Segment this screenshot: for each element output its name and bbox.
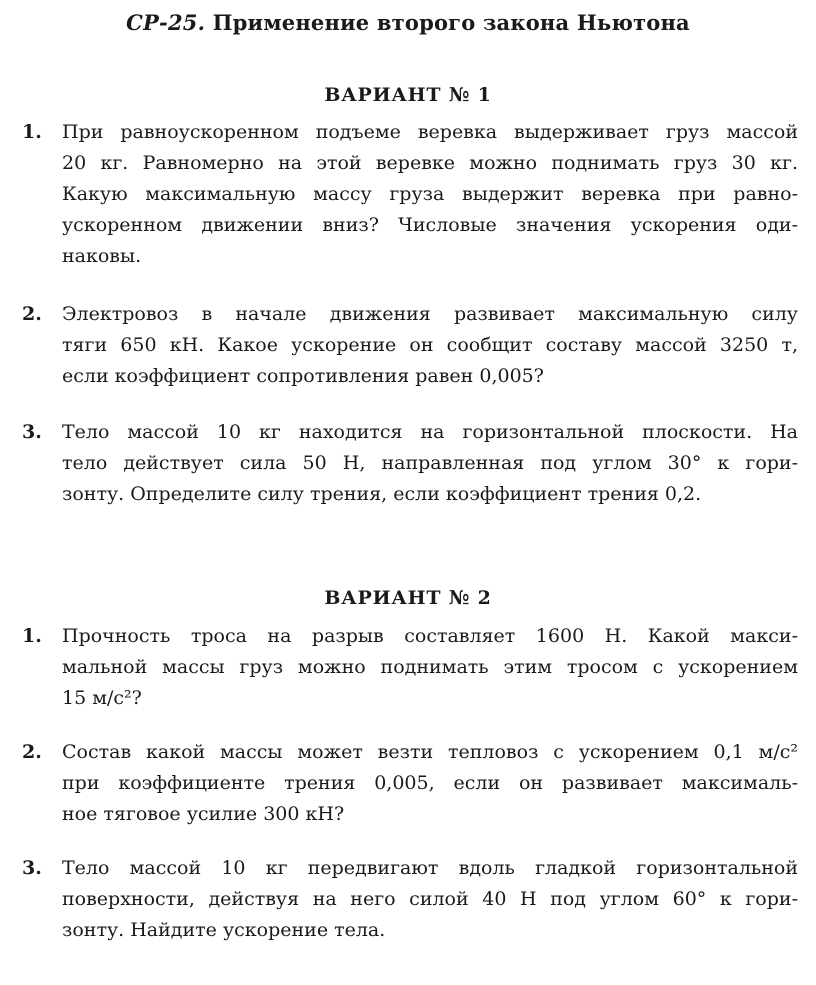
problem-line: поверхности, действуя на него силой 40 Н под углом 60° к гори- [62,888,798,910]
problem-line: зонту. Определите силу трения, если коэффициент трения 0,2. [62,483,702,505]
problem-line: если коэффициент сопротивления равен 0,005? [62,365,544,387]
problem-line: при коэффициенте трения 0,005, если он развивает максималь- [62,772,798,794]
problem-line: ное тяговое усилие 300 кН? [62,803,345,825]
problem-text [62,621,798,714]
problem-number: 2. [22,741,42,763]
variant-1-problem-2 [22,299,798,392]
problem-line: мальной массы груз можно поднимать этим тросом с ускорением [62,656,798,678]
problem-text [62,299,798,392]
problem-line: ускоренном движении вниз? Числовые значения ускорения оди- [62,214,798,236]
problem-line: зонту. Найдите ускорение тела. [62,919,386,941]
problem-number: 1. [22,121,42,143]
problem-line: Электровоз в начале движения развивает максимальную силу [62,303,798,325]
page-title [0,10,816,35]
worksheet-title: Применение второго закона Ньютона [212,10,690,35]
problem-line: Состав какой массы может везти тепловоз с ускорением 0,1 м/с² [62,741,798,763]
problem-line: наковы. [62,245,142,267]
variant-2-problem-3 [22,853,798,946]
variant-1-problem-1 [22,117,798,272]
worksheet-code: СР-25. [126,10,206,35]
problem-line: 20 кг. Равномерно на этой веревке можно поднимать груз 30 кг. [62,152,798,174]
problem-number: 3. [22,421,42,443]
problem-line: Какую максимальную массу груза выдержит веревка при равно- [62,183,798,205]
problem-line: Прочность троса на разрыв составляет 1600 Н. Какой макси- [62,625,798,647]
problem-line: Тело массой 10 кг передвигают вдоль гладкой горизонтальной [62,857,798,879]
problem-text [62,853,798,946]
problem-text [62,737,798,830]
problem-line: тяги 650 кН. Какое ускорение он сообщит составу массой 3250 т, [62,334,798,356]
problem-line: Тело массой 10 кг находится на горизонтальной плоскости. На [62,421,798,443]
problem-number: 1. [22,625,42,647]
problem-number: 2. [22,303,42,325]
problem-line: При равноускоренном подъеме веревка выдерживает груз массой [62,121,798,143]
variant-1-problem-3 [22,417,798,510]
problem-line: 15 м/с²? [62,687,142,709]
variant-2-problem-2 [22,737,798,830]
variant-1-heading: ВАРИАНТ № 1 [324,84,492,106]
problem-line: тело действует сила 50 Н, направленная под углом 30° к гори- [62,452,798,474]
variant-2-problem-1 [22,621,798,714]
problem-number: 3. [22,857,42,879]
problem-text [62,417,798,510]
variant-2-heading: ВАРИАНТ № 2 [324,587,492,609]
problem-text [62,117,798,272]
